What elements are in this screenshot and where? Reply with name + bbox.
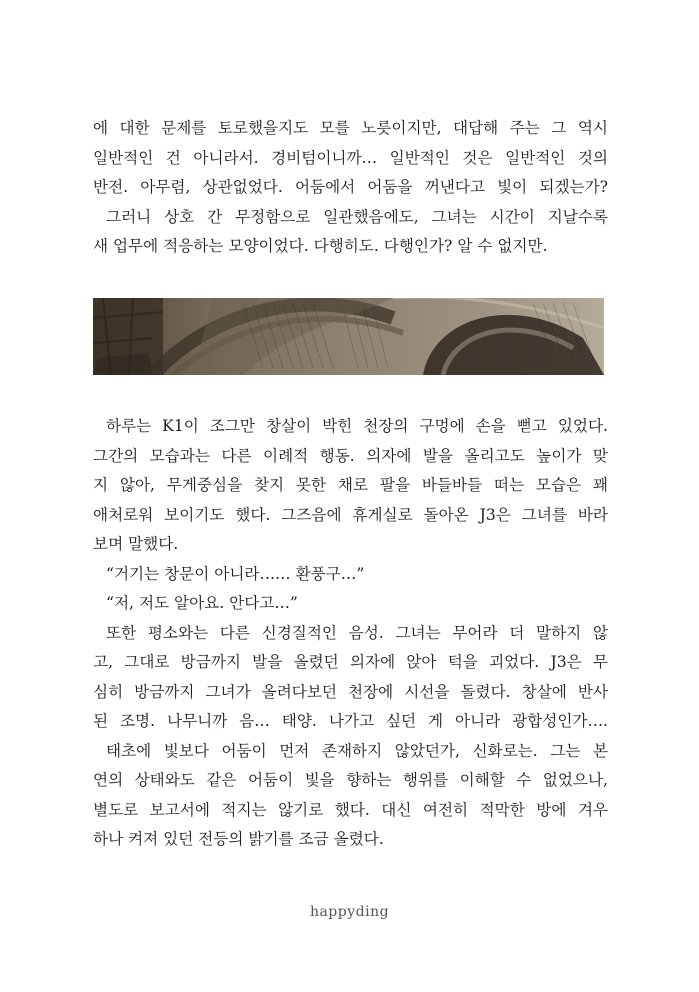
text-line: 심히 방금까지 그녀가 올려다보던 천장에 시선을 돌렸다. 창살에 반사 <box>93 682 608 701</box>
text-line: 보며 말했다. <box>93 535 179 553</box>
text-line: 된 조명. 나무니까 음… 태양. 나가고 싶던 게 아니라 광합성인가…. <box>93 712 608 730</box>
text-line: 에 대한 문제를 토로했을지도 모를 노릇이지만, 대답해 주는 그 역시 <box>93 119 608 137</box>
dialogue-line: “거기는 창문이 아니라…… 환풍구…” <box>106 564 365 583</box>
text-line: 애처로워 보이기도 했다. 그즈음에 휴게실로 돌아온 J3은 그녀를 바라 <box>93 505 608 524</box>
text-line: 새 업무에 적응하는 모양이었다. 다행히도. 다행인가? 알 수 없지만. <box>93 237 548 255</box>
paragraph-group-2 <box>93 412 608 855</box>
text-line: 지 않아, 무게중심을 찾지 못한 채로 팔을 바들바들 떠는 모습은 꽤 <box>93 476 608 494</box>
text-line: 별도로 보고서에 적지는 않기로 했다. 대신 여전히 적막한 방에 겨우 <box>93 800 608 819</box>
text-line: 태초에 빛보다 어둠이 먼저 존재하지 않았던가, 신화로는. 그는 본 <box>106 741 608 760</box>
text-line: 그러니 상호 간 무정함으로 일관했음에도, 그녀는 시간이 지날수록 <box>106 207 608 226</box>
arch-sketch-illustration <box>93 298 604 375</box>
arch-sketch-icon <box>93 298 604 375</box>
paragraph-group-1 <box>93 114 608 262</box>
text-line: 고, 그대로 방금까지 발을 올렸던 의자에 앉아 턱을 괴었다. J3은 무 <box>93 653 608 671</box>
text-line: 하나 켜져 있던 전등의 밝기를 조금 올렸다. <box>93 830 384 848</box>
text-line: 하루는 K1이 조그만 창살이 박힌 천장의 구멍에 손을 뻗고 있었다. <box>106 417 608 435</box>
text-line: 또한 평소와는 다른 신경질적인 음성. 그녀는 무어라 더 말하지 않 <box>106 623 608 642</box>
text-line: 그간의 모습과는 다른 이례적 행동. 의자에 발을 올리고도 높이가 맞 <box>93 446 608 465</box>
footer-author: happyding <box>309 904 390 920</box>
text-line: 일반적인 건 아니라서. 경비텀이니까… 일반적인 것은 일반적인 것의 <box>93 148 608 167</box>
dialogue-line: “저, 저도 알아요. 안다고…” <box>106 594 298 612</box>
text-line: 반전. 아무렴, 상관없었다. 어둠에서 어둠을 꺼낸다고 빛이 되겠는가? <box>93 178 608 196</box>
text-line: 연의 상태와도 같은 어둠이 빛을 향하는 행위를 이해할 수 없었으나, <box>93 771 608 789</box>
